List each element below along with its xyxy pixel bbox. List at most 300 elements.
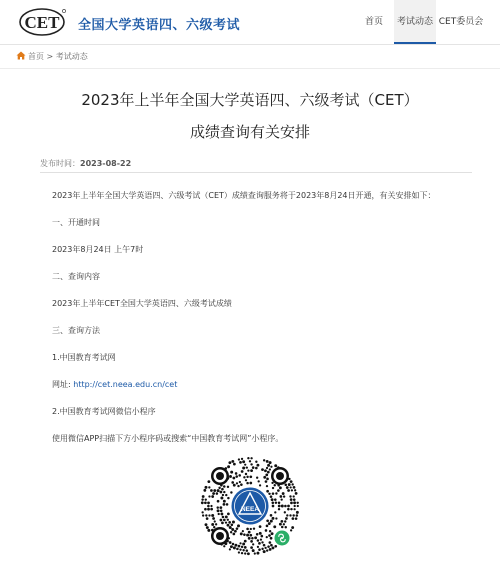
- qr-dot: [250, 546, 253, 549]
- qr-dot: [220, 513, 223, 516]
- qr-dot: [272, 505, 275, 508]
- qr-dot: [207, 529, 210, 532]
- qr-dot: [252, 549, 255, 552]
- qr-dot: [281, 498, 283, 500]
- qr-dot: [285, 517, 288, 520]
- qr-dot: [247, 552, 250, 555]
- qr-dot: [227, 513, 230, 516]
- qr-dot: [277, 489, 280, 492]
- qr-dot: [263, 459, 265, 461]
- qr-dot: [268, 493, 270, 495]
- qr-dot: [217, 489, 220, 492]
- publish-info: [40, 158, 131, 169]
- qr-dot: [252, 543, 254, 545]
- qr-dot: [232, 521, 235, 524]
- qr-dot: [297, 505, 299, 507]
- nav-exam-news[interactable]: 考试动态: [394, 0, 436, 44]
- qr-dot: [246, 482, 249, 485]
- qr-dot: [223, 500, 226, 503]
- qr-dot: [221, 521, 224, 524]
- qr-dot: [206, 526, 209, 529]
- breadcrumb-current[interactable]: 考试动态: [55, 52, 88, 61]
- qr-dot: [238, 474, 241, 477]
- qr-dot: [255, 461, 257, 463]
- qr-dot: [292, 514, 294, 516]
- qr-dot: [208, 514, 210, 516]
- qr-dot: [287, 505, 290, 508]
- qr-dot: [274, 511, 276, 513]
- qr-dot: [213, 489, 216, 492]
- qr-dot: [240, 483, 243, 486]
- qr-dot: [266, 525, 269, 528]
- qr-dot: [236, 482, 238, 484]
- qr-dot: [207, 508, 210, 511]
- qr-dot: [263, 544, 266, 547]
- qr-dot: [250, 528, 252, 530]
- qr-dot: [205, 486, 208, 489]
- qr-dot: [278, 505, 281, 508]
- qr-dot: [249, 534, 252, 537]
- qr-dot: [205, 514, 207, 516]
- qr-dot: [283, 495, 285, 497]
- qr-dot: [257, 539, 260, 542]
- qr-dot: [266, 519, 269, 522]
- qr-finder-eye: [216, 472, 224, 480]
- qr-dot: [222, 516, 225, 519]
- section1-text: 2023年8月24日 上午7时: [52, 245, 144, 254]
- qr-dot: [242, 543, 245, 546]
- qr-dot: [290, 480, 293, 483]
- qr-dot: [242, 467, 245, 470]
- qr-dot: [250, 540, 253, 543]
- qr-dot: [220, 519, 223, 522]
- qr-dot: [245, 473, 247, 475]
- qr-dot: [258, 542, 261, 545]
- nav-home[interactable]: 首页: [364, 17, 383, 27]
- qr-dot: [214, 520, 216, 522]
- qr-dot: [202, 495, 205, 498]
- publish-date: 2023-08-22: [80, 159, 132, 168]
- qr-dot: [207, 505, 210, 508]
- qr-dot: [218, 487, 220, 489]
- qr-dot: [205, 498, 207, 500]
- qr-dot: [254, 552, 256, 554]
- site-header: [0, 0, 500, 45]
- qr-dot: [259, 525, 262, 528]
- qr-dot: [256, 533, 259, 536]
- qr-dot: [247, 470, 249, 472]
- site-title[interactable]: 全国大学英语四、六级考试: [78, 18, 241, 33]
- qr-dot: [275, 517, 277, 519]
- qr-dot: [263, 476, 266, 479]
- qr-dot: [284, 511, 286, 513]
- qr-dot: [281, 526, 284, 529]
- qr-dot: [231, 528, 234, 531]
- qr-dot: [212, 492, 215, 495]
- qr-dot: [292, 517, 295, 520]
- qr-dot: [272, 517, 275, 520]
- qr-dot: [261, 468, 264, 471]
- qr-dot: [240, 532, 243, 535]
- qr-dot: [251, 537, 254, 540]
- qr-dot: [244, 464, 246, 466]
- qr-dot: [229, 548, 231, 550]
- qr-dot: [233, 484, 236, 487]
- qr-dot: [282, 492, 285, 495]
- qr-dot: [242, 549, 244, 551]
- qr-dot: [245, 479, 247, 481]
- qr-dot: [265, 473, 268, 476]
- qr-dot: [237, 485, 239, 487]
- qr-dot: [270, 495, 273, 498]
- qr-dot: [205, 523, 208, 526]
- qr-dot: [242, 460, 245, 463]
- qr-dot: [246, 476, 248, 478]
- breadcrumb: [16, 51, 88, 63]
- qr-dot: [270, 514, 273, 517]
- qr-dot: [230, 531, 232, 533]
- qr-dot: [290, 508, 292, 510]
- qr-dot: [279, 523, 282, 526]
- qr-dot: [223, 519, 226, 522]
- qr-dot: [266, 536, 268, 538]
- qr-dot: [230, 545, 233, 548]
- qr-dot: [233, 463, 236, 466]
- logo-text: CET: [24, 13, 60, 32]
- qr-dot: [217, 500, 220, 503]
- qr-finder-eye: [216, 532, 224, 540]
- qr-dot: [210, 505, 212, 507]
- qr-dot: [207, 480, 210, 483]
- qr-dot: [274, 545, 277, 548]
- neea-emblem-text: NEEA: [240, 506, 260, 513]
- qr-dot: [239, 549, 241, 551]
- qr-dot: [204, 501, 207, 504]
- qr-dot: [296, 502, 298, 504]
- qr-dot: [260, 539, 262, 541]
- url-label: 网址:: [52, 380, 74, 389]
- breadcrumb-home[interactable]: 首页: [28, 52, 44, 61]
- qr-dot: [233, 533, 236, 536]
- qr-dot: [246, 549, 249, 552]
- qr-dot: [230, 471, 233, 474]
- qr-dot: [250, 463, 252, 465]
- home-icon: [16, 51, 26, 60]
- qr-dot: [213, 526, 215, 528]
- cet-url-link[interactable]: http://cet.neea.edu.cn/cet: [73, 380, 178, 389]
- qr-dot: [261, 535, 264, 538]
- qr-dot: [238, 545, 241, 548]
- qr-dot: [246, 534, 249, 537]
- qr-dot: [211, 523, 214, 526]
- breadcrumb-separator: >: [46, 52, 54, 61]
- qr-dot: [266, 467, 268, 469]
- qr-dot: [236, 548, 239, 551]
- qr-dot: [269, 530, 271, 532]
- qr-dot: [248, 537, 251, 540]
- qr-dot: [274, 464, 277, 467]
- qr-dot: [265, 480, 268, 483]
- qr-dot: [269, 541, 272, 544]
- qr-dot: [267, 464, 270, 467]
- qr-dot: [243, 533, 246, 536]
- qr-dot: [241, 552, 243, 554]
- qr-dot: [225, 494, 227, 496]
- qr-dot: [234, 530, 237, 533]
- qr-dot: [272, 546, 275, 549]
- qr-dot: [284, 483, 287, 486]
- qr-dot: [218, 513, 220, 515]
- intro-paragraph: 2023年上半年全国大学英语四、六级考试（CET）成绩查询服务将于2023年8月24日开通，有关安排如下：: [52, 191, 436, 200]
- qr-dot: [239, 461, 242, 464]
- qr-dot: [241, 546, 243, 548]
- qr-dot: [281, 520, 284, 523]
- qr-dot: [267, 471, 270, 474]
- qr-dot: [278, 502, 281, 505]
- method2-label: 2.中国教育考试网微信小程序: [52, 407, 156, 416]
- qr-dot: [210, 489, 213, 492]
- qr-dot: [227, 486, 229, 488]
- qr-dot: [296, 511, 299, 514]
- qr-dot: [256, 477, 258, 479]
- qr-dot: [230, 491, 232, 493]
- qr-dot: [259, 532, 262, 535]
- article-title-line2: 成绩查询有关安排: [189, 123, 310, 141]
- qr-dot: [244, 540, 247, 543]
- qr-dot: [294, 505, 296, 507]
- qr-dot: [228, 461, 231, 464]
- qr-dot: [288, 483, 291, 486]
- qr-dot: [229, 526, 232, 529]
- qr-dot: [266, 478, 269, 481]
- qr-dot: [223, 503, 226, 506]
- qr-dot: [223, 491, 225, 493]
- qr-dot: [203, 489, 206, 492]
- qr-dot: [273, 525, 276, 528]
- qr-dot: [279, 486, 282, 489]
- qr-dot: [287, 508, 290, 511]
- qr-dot: [272, 487, 274, 489]
- method2-text: 使用微信APP扫描下方小程序码或搜索“中国教育考试网”小程序。: [52, 434, 284, 443]
- qr-dot: [263, 550, 266, 553]
- qr-dot: [234, 544, 237, 547]
- qr-dot: [268, 534, 271, 537]
- qr-dot: [232, 543, 235, 546]
- qr-dot: [264, 547, 266, 549]
- qr-dot: [206, 517, 209, 520]
- qr-dot: [254, 536, 257, 539]
- qr-dot: [231, 460, 234, 463]
- qr-dot: [229, 475, 232, 478]
- nav-cet-committee[interactable]: CET委员会: [438, 17, 484, 27]
- section3-heading: 三、查询方法: [52, 326, 100, 335]
- qr-dot: [227, 497, 229, 499]
- qr-dot: [259, 484, 261, 486]
- qr-dot: [287, 489, 290, 492]
- qr-dot: [208, 495, 210, 497]
- qr-dot: [226, 503, 229, 506]
- qr-dot: [249, 475, 252, 478]
- qr-dot: [284, 520, 286, 522]
- qr-dot: [202, 514, 204, 516]
- qr-dot: [275, 502, 277, 504]
- qr-dot: [204, 508, 207, 511]
- qr-dot: [291, 526, 294, 529]
- qr-dot: [221, 488, 224, 491]
- qr-dot: [216, 492, 219, 495]
- qr-dot: [227, 524, 230, 527]
- qr-dot: [271, 498, 274, 501]
- qr-dot: [227, 465, 230, 468]
- qr-dot: [235, 472, 238, 475]
- qr-dot: [244, 546, 247, 549]
- qr-dot: [290, 486, 292, 488]
- qr-dot: [220, 497, 223, 500]
- qr-dot: [256, 464, 259, 467]
- qr-dot: [272, 502, 275, 505]
- qr-dot: [211, 495, 214, 498]
- qr-dot: [289, 514, 291, 516]
- qr-dot: [257, 546, 259, 548]
- qr-dot: [201, 498, 203, 500]
- qr-dot: [275, 492, 277, 494]
- qr-dot: [225, 522, 227, 524]
- qr-dot: [266, 549, 268, 551]
- qr-dot: [270, 544, 273, 547]
- qr-dot: [261, 548, 263, 550]
- qr-dot: [270, 520, 273, 523]
- qr-dot: [261, 541, 263, 543]
- qr-dot: [293, 498, 296, 501]
- qr-dot: [250, 469, 253, 472]
- qr-dot: [235, 475, 238, 478]
- qr-dot: [293, 486, 296, 489]
- qr-dot: [237, 524, 240, 527]
- mini-program-qr-code: [200, 456, 300, 556]
- qr-dot: [207, 501, 210, 504]
- qr-dot: [269, 461, 272, 464]
- qr-dot: [238, 551, 240, 553]
- qr-dot: [233, 546, 236, 549]
- article-title-line1: 2023年上半年全国大学英语四、六级考试（CET）: [81, 91, 419, 109]
- method1-label: 1.中国教育考试网: [52, 353, 116, 362]
- qr-dot: [293, 495, 295, 497]
- qr-dot: [286, 514, 288, 516]
- qr-dot: [285, 526, 287, 528]
- qr-dot: [243, 476, 245, 478]
- qr-dot: [296, 514, 299, 517]
- qr-dot: [220, 491, 223, 494]
- qr-dot: [242, 530, 244, 532]
- qr-dot: [217, 509, 220, 512]
- qr-dot: [222, 494, 224, 496]
- qr-dot: [217, 506, 219, 508]
- qr-dot: [265, 529, 268, 532]
- qr-dot: [270, 537, 273, 540]
- qr-dot: [231, 523, 234, 526]
- qr-dot: [266, 485, 268, 487]
- qr-dot: [223, 545, 225, 547]
- qr-dot: [215, 523, 217, 525]
- qr-dot: [269, 468, 271, 470]
- qr-dot: [249, 482, 252, 485]
- qr-dot: [280, 495, 283, 498]
- qr-dot: [264, 469, 267, 472]
- qr-dot: [241, 470, 244, 473]
- qr-dot: [212, 517, 215, 520]
- cet-logo[interactable]: [18, 6, 68, 38]
- section2-text: 2023年上半年CET全国大学英语四、六级考试成绩: [52, 299, 232, 308]
- qr-dot: [283, 523, 285, 525]
- qr-dot: [231, 481, 234, 484]
- qr-dot: [290, 529, 292, 531]
- qr-dot: [274, 498, 277, 501]
- qr-dot: [201, 511, 203, 513]
- qr-dot: [252, 466, 255, 469]
- qr-dot: [210, 508, 213, 511]
- qr-dot: [290, 498, 293, 501]
- qr-dot: [266, 490, 269, 493]
- qr-dot: [274, 484, 276, 486]
- qr-dot: [295, 517, 298, 520]
- qr-dot: [267, 545, 270, 548]
- publish-label: 发布时间：: [40, 159, 80, 168]
- qr-dot: [220, 510, 223, 513]
- qr-dot: [232, 477, 235, 480]
- qr-dot: [249, 460, 251, 462]
- qr-dot: [208, 486, 210, 488]
- qr-finder-eye: [276, 472, 284, 480]
- meta-divider: [40, 172, 472, 173]
- qr-dot: [239, 481, 241, 483]
- breadcrumb-divider: [0, 68, 500, 69]
- qr-dot: [238, 458, 240, 460]
- qr-dot: [290, 501, 293, 504]
- qr-dot: [258, 548, 261, 551]
- qr-dot: [286, 486, 289, 489]
- qr-dot: [271, 532, 274, 535]
- qr-dot: [201, 501, 204, 504]
- url-line: [52, 379, 177, 390]
- qr-dot: [270, 466, 272, 468]
- qr-dot: [239, 542, 241, 544]
- section2-heading: 二、查询内容: [52, 272, 100, 281]
- qr-dot: [244, 552, 246, 554]
- qr-dot: [269, 548, 272, 551]
- qr-dot: [246, 466, 248, 468]
- qr-dot: [289, 495, 291, 497]
- qr-dot: [225, 515, 228, 518]
- qr-dot: [227, 519, 229, 521]
- qr-dot: [281, 505, 284, 508]
- qr-dot: [266, 460, 269, 463]
- qr-dot: [258, 480, 260, 482]
- qr-dot: [268, 522, 271, 525]
- section1-heading: 一、开通时间: [52, 218, 100, 227]
- qr-dot: [272, 492, 275, 495]
- qr-dot: [278, 508, 280, 510]
- qr-dot: [211, 514, 214, 517]
- qr-dot: [293, 508, 295, 510]
- qr-dot: [246, 528, 249, 531]
- qr-dot: [228, 521, 231, 524]
- qr-dot: [247, 457, 249, 459]
- qr-dot: [255, 467, 258, 470]
- qr-dot: [223, 485, 226, 488]
- qr-dot: [241, 458, 243, 460]
- qr-dot: [291, 489, 293, 491]
- qr-dot: [256, 552, 259, 555]
